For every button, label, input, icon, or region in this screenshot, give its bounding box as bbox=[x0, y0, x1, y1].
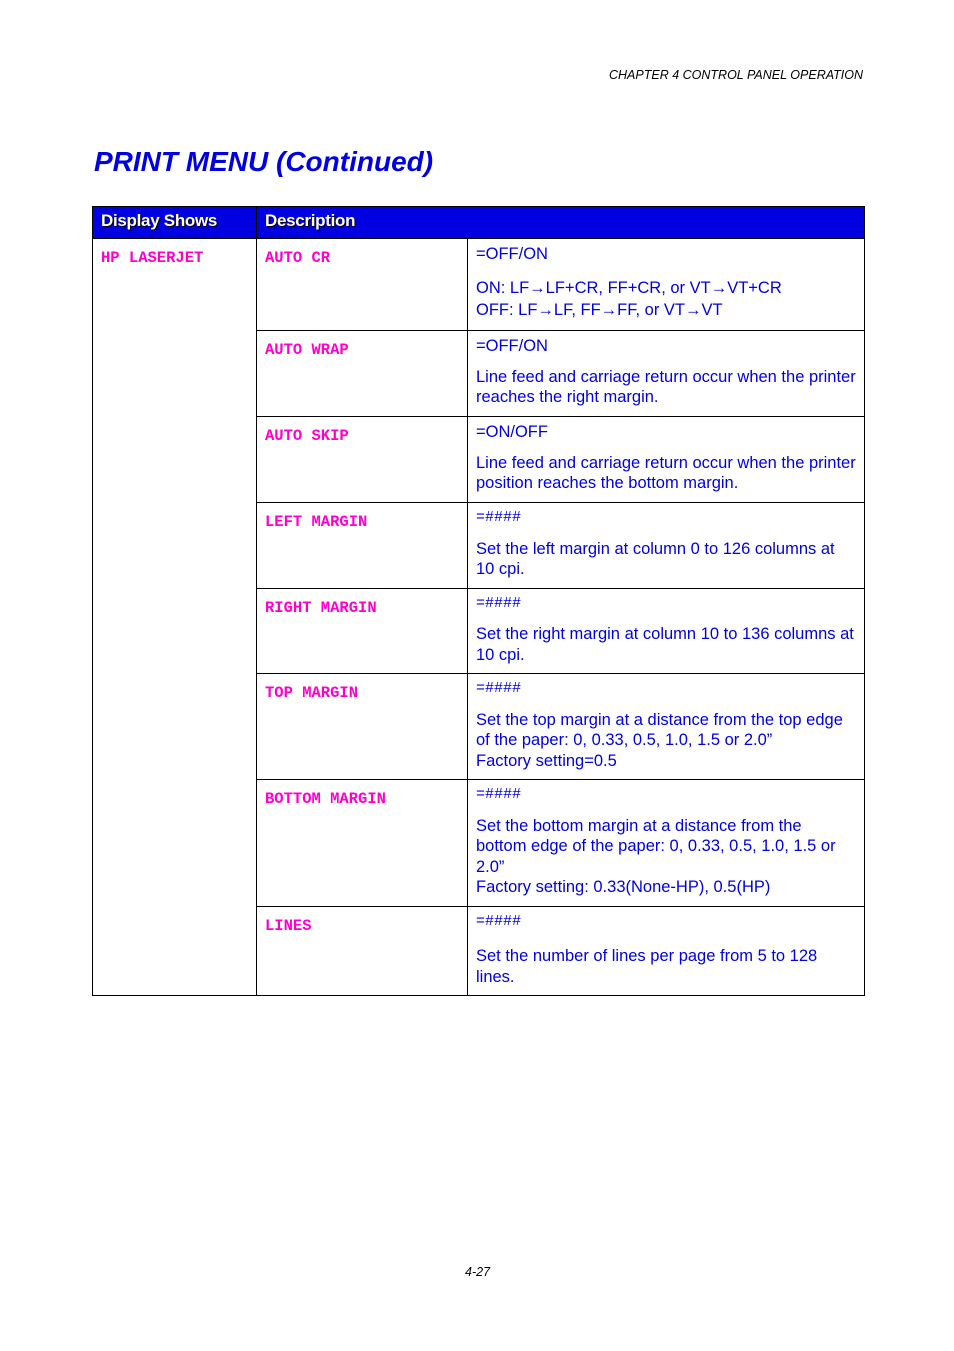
menu-description bbox=[468, 674, 865, 780]
table-header-row bbox=[93, 207, 865, 239]
menu-item: TOP MARGIN bbox=[257, 674, 468, 780]
header-description: Description bbox=[257, 207, 865, 239]
setting-value: =#### bbox=[476, 594, 522, 612]
table-body bbox=[93, 239, 865, 996]
description-line: Factory setting: 0.33(None-HP), 0.5(HP) bbox=[476, 878, 771, 896]
setting-value: =#### bbox=[476, 509, 522, 526]
menu-item: AUTO SKIP bbox=[257, 417, 468, 503]
setting-value: =ON/OFF bbox=[476, 423, 548, 441]
chapter-header: CHAPTER 4 CONTROL PANEL OPERATION bbox=[609, 68, 863, 82]
description-line: Set the right margin at column 10 to 136 columns at 10 cpi. bbox=[476, 625, 854, 664]
description-line: OFF: LF→LF, FF→FF, or VT→VT bbox=[476, 301, 723, 319]
menu-description bbox=[468, 906, 865, 996]
description-line: Set the top margin at a distance from the top edge of the paper: 0, 0.33, 0.5, 1.0, 1.5 or 2.0” bbox=[476, 710, 843, 749]
menu-description bbox=[468, 780, 865, 907]
group-label: HP LASERJET bbox=[93, 239, 257, 996]
setting-value: =OFF/ON bbox=[476, 337, 548, 355]
description-line: Line feed and carriage return occur when the printer reaches the right margin. bbox=[476, 367, 856, 406]
table-row bbox=[93, 239, 865, 331]
setting-value: =OFF/ON bbox=[476, 245, 548, 263]
description-line: Line feed and carriage return occur when the printer position reaches the bottom margin. bbox=[476, 453, 856, 492]
menu-description bbox=[468, 331, 865, 417]
menu-item: RIGHT MARGIN bbox=[257, 588, 468, 674]
setting-value: =#### bbox=[476, 786, 522, 803]
menu-item: BOTTOM MARGIN bbox=[257, 780, 468, 907]
description-line: Set the number of lines per page from 5 to 128 lines. bbox=[476, 947, 818, 986]
menu-item: AUTO CR bbox=[257, 239, 468, 331]
menu-item: LEFT MARGIN bbox=[257, 503, 468, 589]
setting-value: =#### bbox=[476, 912, 522, 930]
menu-description bbox=[468, 417, 865, 503]
page-number: 4-27 bbox=[465, 1265, 491, 1279]
menu-item: LINES bbox=[257, 906, 468, 996]
description-line: Factory setting=0.5 bbox=[476, 751, 617, 770]
description-line: Set the bottom margin at a distance from the bottom edge of the paper: 0, 0.33, 0.5, 1.0, 1.5 or 2.0” bbox=[476, 816, 836, 876]
header-display-shows: Display Shows bbox=[93, 207, 257, 239]
print-menu-table bbox=[92, 206, 865, 996]
menu-description bbox=[468, 503, 865, 589]
menu-description bbox=[468, 239, 865, 331]
setting-value: =#### bbox=[476, 680, 522, 697]
menu-item: AUTO WRAP bbox=[257, 331, 468, 417]
page-title: PRINT MENU (Continued) bbox=[94, 146, 434, 177]
description-line: ON: LF→LF+CR, FF+CR, or VT→VT+CR bbox=[476, 278, 782, 297]
description-line: Set the left margin at column 0 to 126 columns at 10 cpi. bbox=[476, 539, 835, 578]
menu-description bbox=[468, 588, 865, 674]
